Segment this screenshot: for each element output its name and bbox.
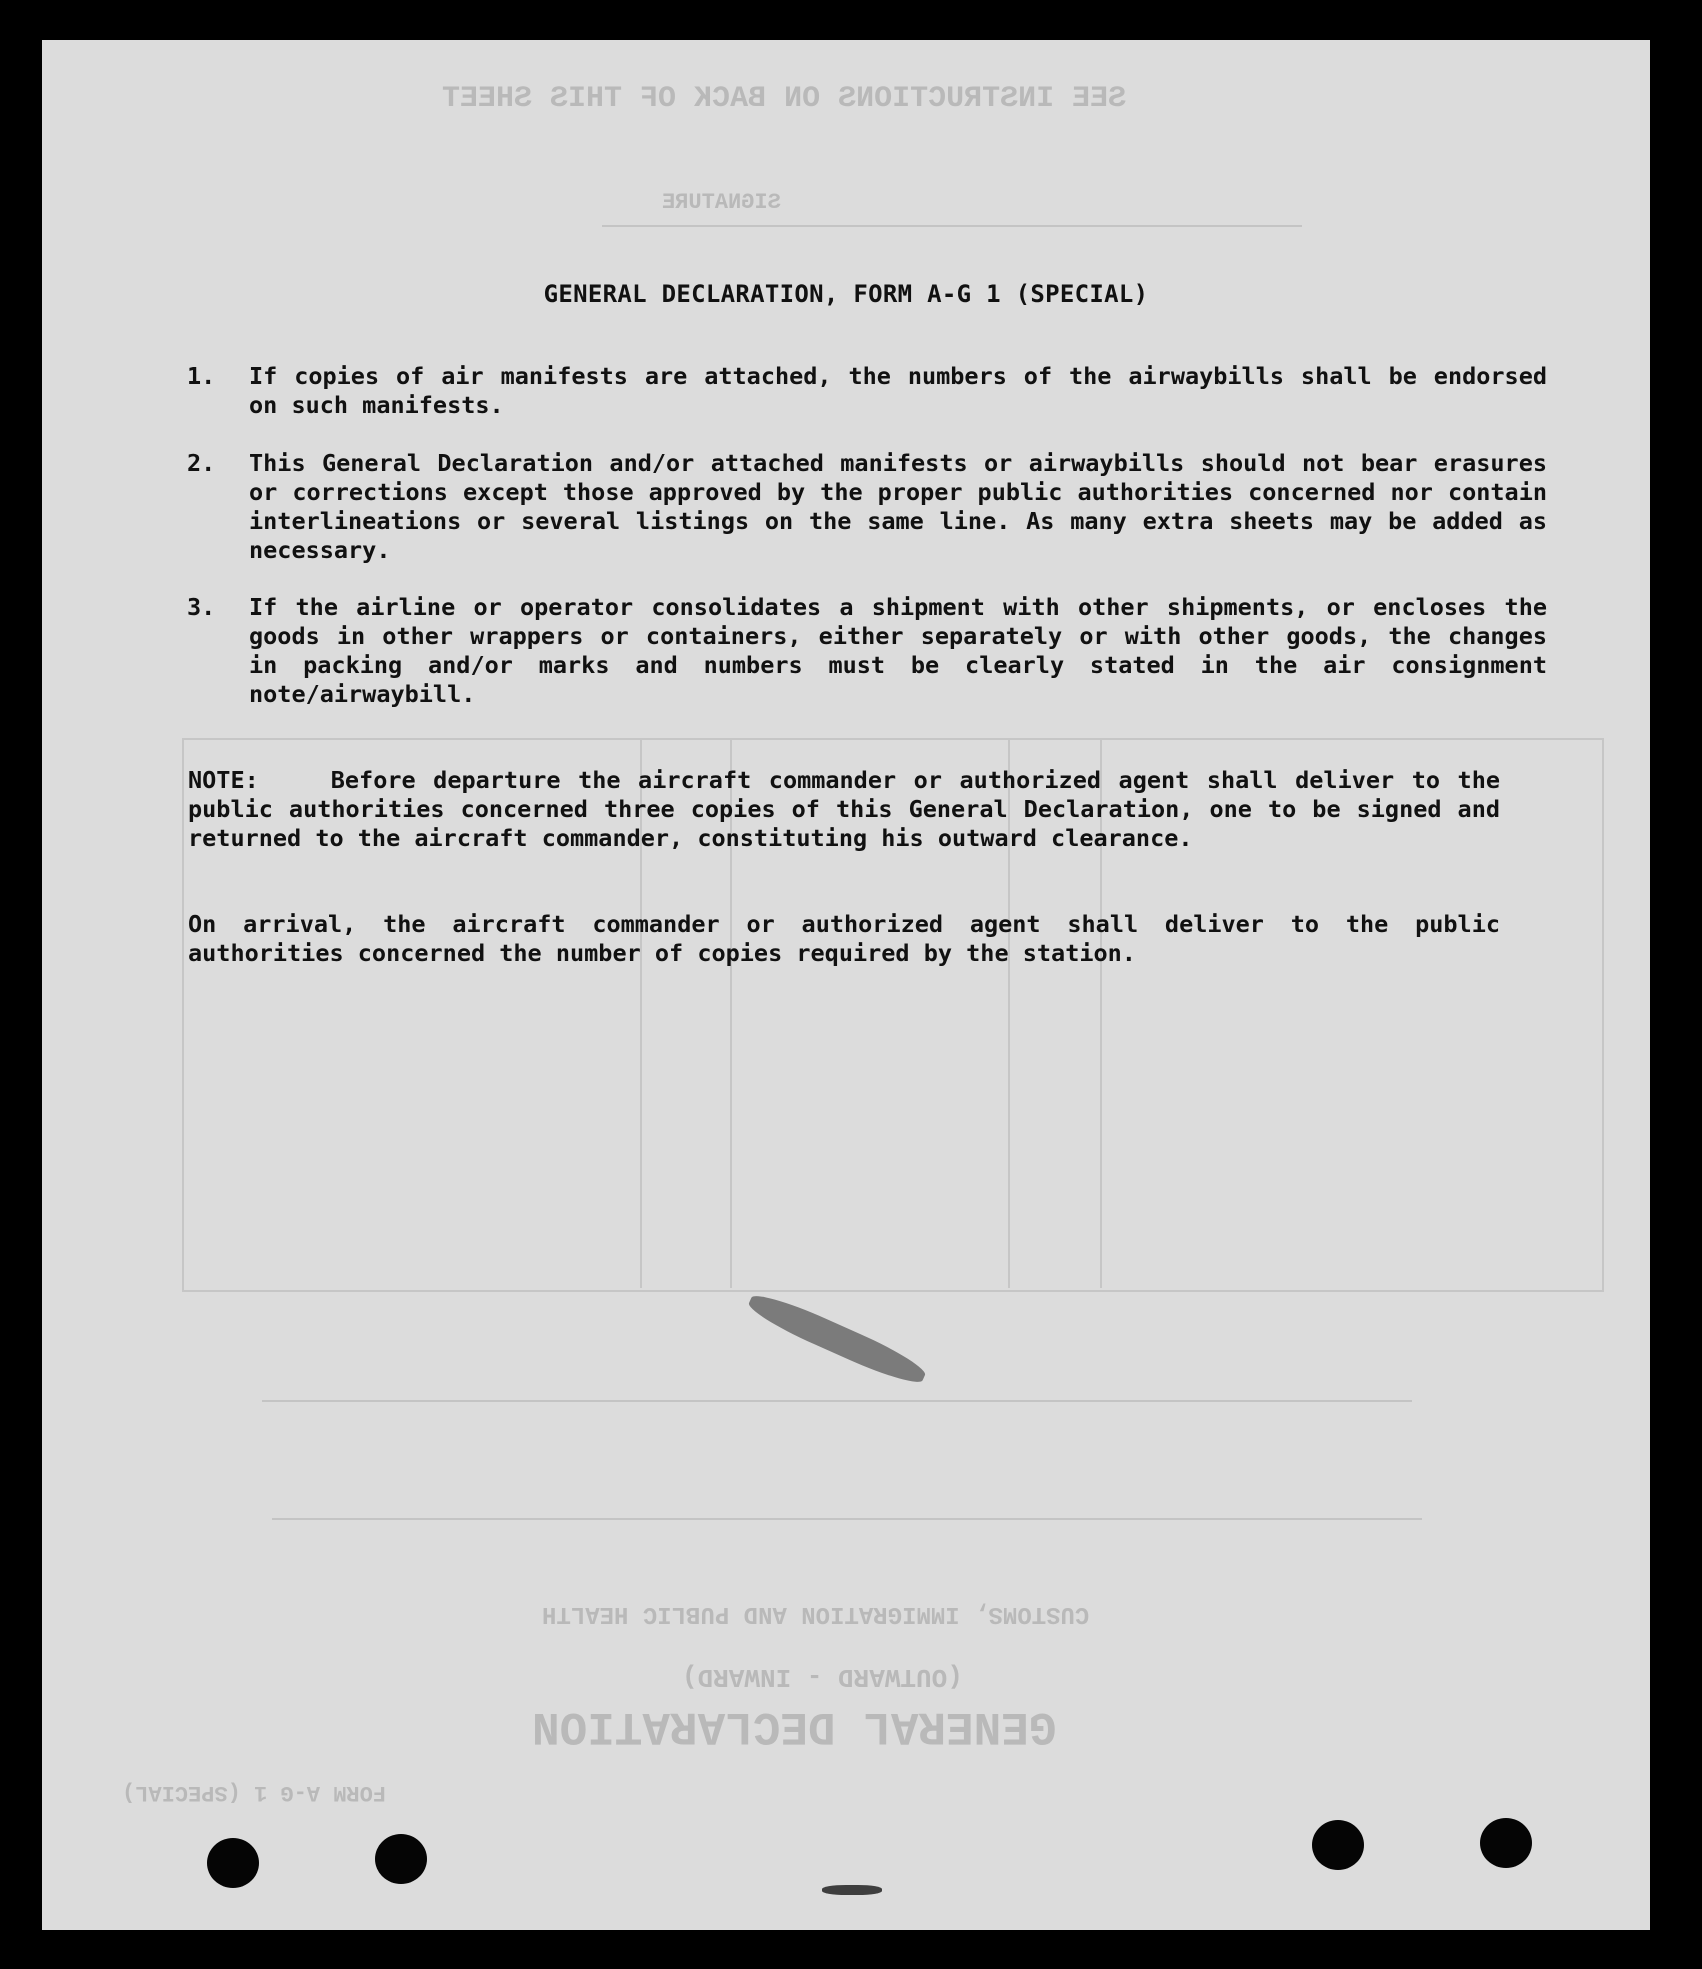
bleed-bottom-heading: GENERAL DECLARATION [532,1700,1057,1752]
item-number: 1. [187,362,216,390]
note-text: Before departure the aircraft commander or authorized agent shall deliver to the public authorities concerned three copies of this General Declaration, one to be signed and returned to the aircraft commander, constituting his outward clearance. [188,766,1500,852]
bleed-rule-line [272,1518,1422,1520]
instruction-item [187,593,1547,709]
item-text: If copies of air manifests are attached, the numbers of the airwaybills shall be endorsed on such manifests. [249,362,1547,419]
departure-note [188,766,1500,853]
item-text: This General Declaration and/or attached manifests or airwaybills should not bear erasures or corrections except those approved by the proper public authorities concerned nor contain interlineations or several listings on the same line. As many extra sheets may be added as necessary. [249,449,1547,564]
instruction-item [187,449,1547,565]
instruction-item [187,362,1547,420]
item-number: 2. [187,449,216,477]
punch-hole [375,1834,427,1884]
bleed-rule-line [262,1400,1412,1402]
note-label: NOTE: [188,766,259,794]
bleed-rule-line [602,225,1302,227]
arrival-note: On arrival, the aircraft commander or authorized agent shall deliver to the public authorities concerned the number of copies required by the station. [188,910,1500,967]
bleed-corner-text: FORM A-G 1 (SPECIAL) [122,1780,387,1805]
punch-hole [1480,1818,1532,1868]
stamp-smudge [745,1288,930,1391]
bleed-bottom-subheading: (OUTWARD - INWARD) [682,1662,963,1692]
document-page [42,40,1650,1930]
punch-hole [207,1838,259,1888]
item-number: 3. [187,593,216,621]
bleed-top-heading: SEE INSTRUCTIONS ON BACK OF THIS SHEET [442,82,1127,116]
edge-smudge [822,1885,882,1895]
page-title: GENERAL DECLARATION, FORM A-G 1 (SPECIAL) [543,280,1149,308]
item-text: If the airline or operator consolidates a shipment with other shipments, or encloses the goods in other wrappers or containers, either separately or with other goods, the changes in packing and/or marks and numbers must be clearly stated in the air consignment note/airwaybill. [249,593,1547,708]
punch-hole [1312,1820,1364,1870]
bleed-signature-label: SIGNATURE [662,190,781,215]
bleed-bottom-caption: CUSTOMS, IMMIGRATION AND PUBLIC HEALTH [542,1600,1090,1627]
